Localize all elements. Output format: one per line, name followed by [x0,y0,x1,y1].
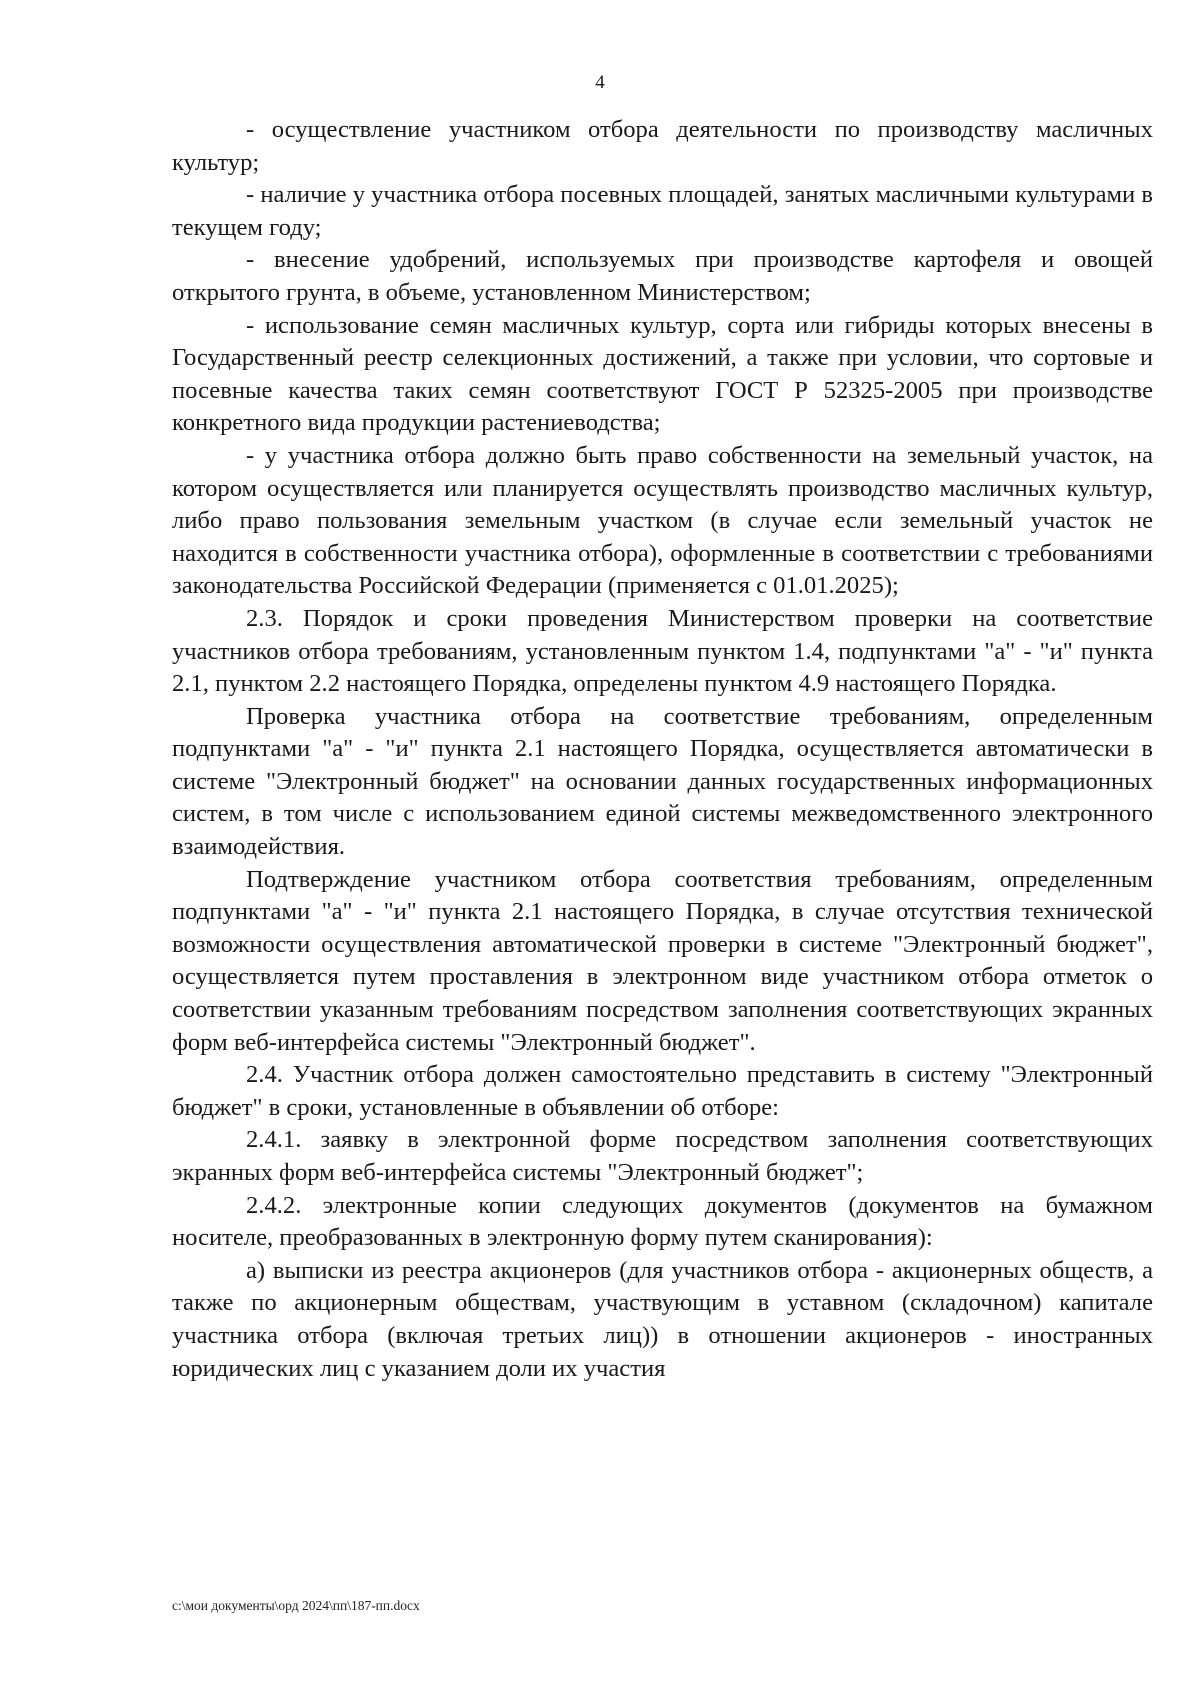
paragraph-oilseed-activity: - осуществление участником отбора деятельности по производству масличных культур; [172,116,1153,176]
paragraph-sown-areas: - наличие у участника отбора посевных площадей, занятых масличными культурами в текущем году; [172,181,1153,241]
page-number: 4 [595,72,605,93]
paragraph-2-4-2: 2.4.2. электронные копии следующих документов (документов на бумажном носителе, преобразованных в электронную форму путем сканирования): [172,1191,1153,1252]
document-body [172,114,1153,1385]
paragraph-item-a: а) выписки из реестра акционеров (для участников отбора - акционерных обществ, а также по акционерным обществам, участвующим в уставном (складочном) капитале участника отбора (включая третьих лиц)) в отношении акционеров - иностранных юридических лиц с указанием доли их участия [172,1256,1153,1382]
paragraph-automatic-check: Проверка участника отбора на соответствие требованиям, определенным подпунктами "а" - "и" пункта 2.1 настоящего Порядка, осуществляется автоматически в системе "Электронный бюджет" на основании данных государственных информационных систем, в том числе с использованием единой системы межведомственного электронного взаимодействия. [172,702,1153,861]
paragraph-2-3: 2.3. Порядок и сроки проведения Министерством проверки на соответствие участников отбора требованиям, установленным пунктом 1.4, подпунктами "а" - "и" пункта 2.1, пунктом 2.2 настоящего Порядка, определены пунктом 4.9 настоящего Порядка. [172,604,1153,698]
paragraph-fertilizers: - внесение удобрений, используемых при производстве картофеля и овощей открытого грунта, в объеме, установленном Министерством; [172,246,1153,306]
paragraph-seed-varieties: - использование семян масличных культур, сорта или гибриды которых внесены в Государственный реестр селекционных достижений, а также при условии, что сортовые и посевные качества таких семян соответствуют ГОСТ Р 52325-2005 при производстве конкретного вида продукции растениеводства; [172,311,1153,437]
paragraph-land-rights: - у участника отбора должно быть право собственности на земельный участок, на котором осуществляется или планируется осуществлять производство масличных культур, либо право пользования земельным участком (в случае если земельный участок не находится в собственности участника отбора), оформленные в соответствии с требованиями законодательства Российской Федерации (применяется с 01.01.2025); [172,441,1153,600]
footer-file-path: c:\мои документы\орд 2024\пп\187-пп.docx [172,1598,420,1613]
paragraph-2-4: 2.4. Участник отбора должен самостоятельно представить в систему "Электронный бюджет" в сроки, установленные в объявлении об отборе: [172,1061,1153,1121]
paragraph-confirmation: Подтверждение участником отбора соответствия требованиям, определенным подпунктами "а" - "и" пункта 2.1 настоящего Порядка, в случае отсутствия технической возможности осуществления автоматической проверки в системе "Электронный бюджет", осуществляется путем проставления в электронном виде участником отбора отметок о соответствии указанным требованиям посредством заполнения соответствующих экранных форм веб-интерфейса системы "Электронный бюджет". [172,865,1153,1056]
paragraph-2-4-1: 2.4.1. заявку в электронной форме посредством заполнения соответствующих экранных форм веб-интерфейса системы "Электронный бюджет"; [172,1126,1153,1186]
